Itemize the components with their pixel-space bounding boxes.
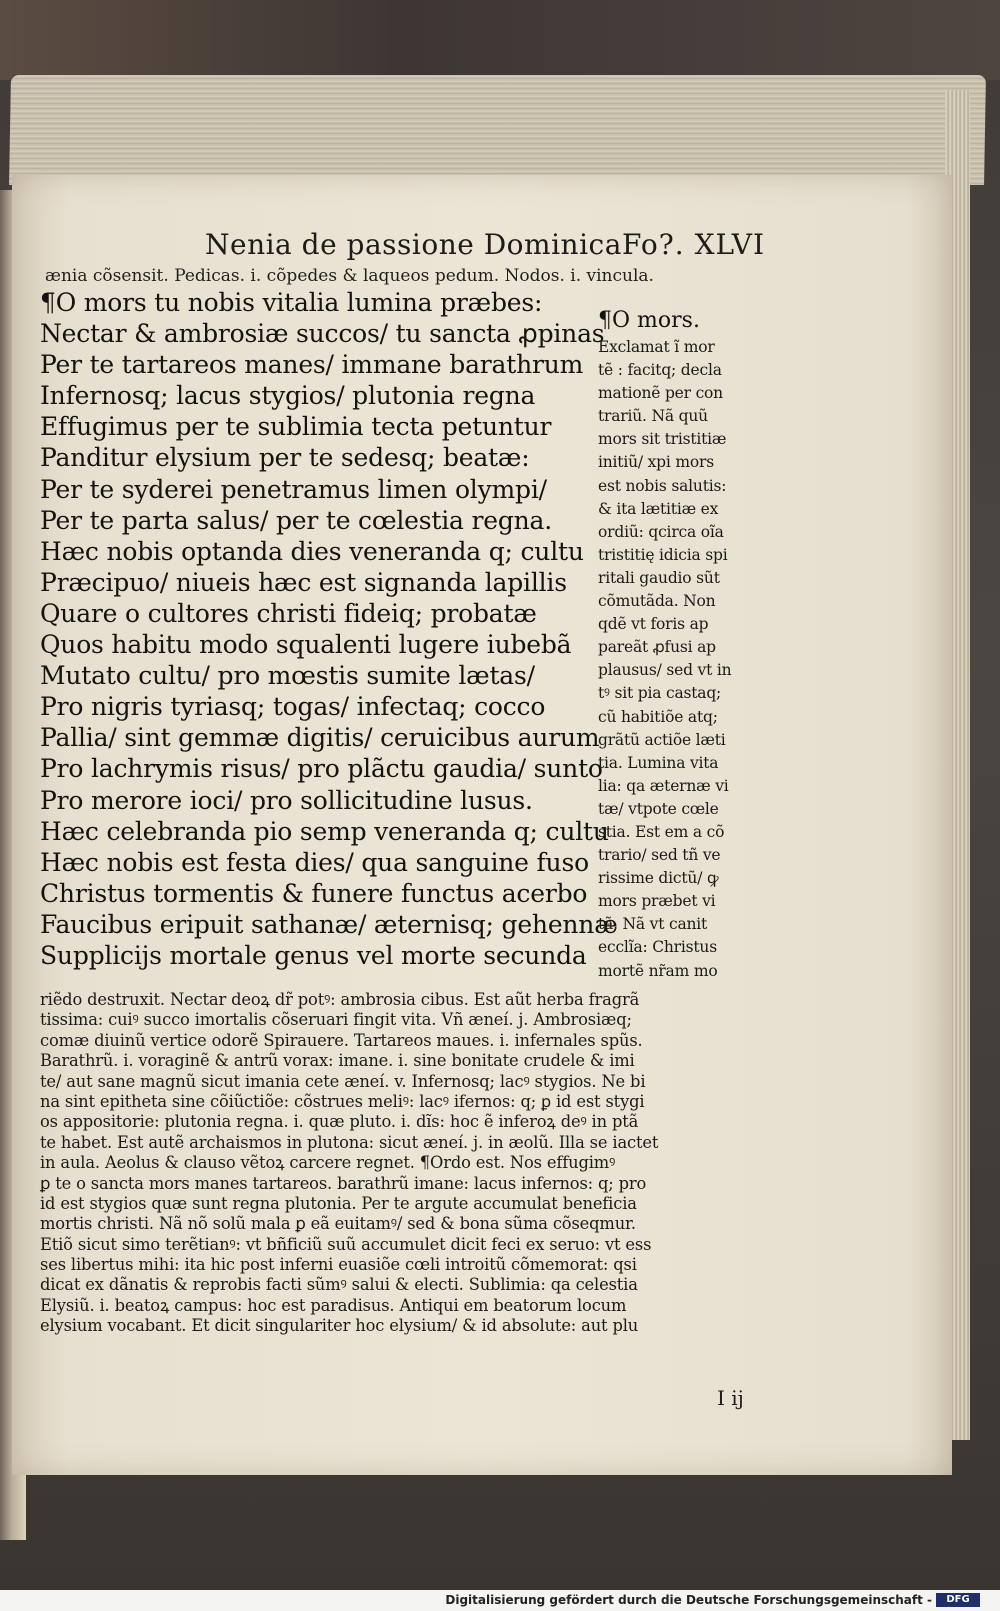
- commentary-line: comæ diuinũ vertice odorẽ Spirauere. Tartareos maues. i. infernales spũs.: [40, 1030, 643, 1050]
- commentary-line: dicat ex dãnatis & reprobis facti sũmꝰ salui & electi. Sublimia: qa celestia: [40, 1275, 638, 1295]
- poem-line: Infernosq; lacus stygios/ plutonia regna: [40, 381, 536, 411]
- poem-line: Per te syderei penetramus limen olympi/: [40, 474, 547, 504]
- marginal-line: tæ/ vtpote cœle: [598, 799, 719, 818]
- marginal-line: rissime dictũ/ ꝙ: [598, 869, 719, 888]
- commentary-line: in aula. Aeolus & clauso vẽtoꝝ carcere regnet. ¶Ordo est. Nos effugimꝰ: [40, 1153, 616, 1173]
- marginal-line: cõmutãda. Non: [598, 592, 716, 611]
- poem-line: Pro lachrymis risus/ pro plãctu gaudia/ sunto: [40, 754, 603, 784]
- poem-line: Mutato cultu/ pro mœstis sumite lætas/: [40, 661, 535, 691]
- poem-line: Quare o cultores christi fideiq; probatæ: [40, 598, 537, 628]
- marginal-heading: ¶O mors.: [598, 308, 700, 333]
- commentary-line: Barathrũ. i. voraginẽ & antrũ vorax: imane. i. sine bonitate crudele & imi: [40, 1051, 635, 1071]
- marginal-line: stia. Est em a cõ: [598, 822, 725, 841]
- commentary-line: elysium vocabant. Et dicit singulariter hoc elysium/ & id absolute: aut plu: [40, 1316, 639, 1336]
- marginal-line: mors sit tristitiæ: [598, 430, 727, 449]
- commentary-line: id est stygios quæ sunt regna plutonia. Per te argute accumulat beneficia: [40, 1193, 637, 1213]
- commentary-line: te/ aut sane magnũ sicut imania cete æneí. v. Infernosq; lacꝰ stygios. Ne bi: [40, 1071, 646, 1091]
- poem-line: ¶O mors tu nobis vitalia lumina præbes:: [40, 288, 543, 317]
- poem-line: Pro merore ioci/ pro sollicitudine lusus.: [40, 785, 533, 815]
- commentary-line: os appositorie: plutonia regna. i. quæ pluto. i. dĩs: hoc ẽ inferoꝝ deꝰ in ptã: [40, 1112, 639, 1132]
- marginal-line: pareãt ꝓfusi ap: [598, 638, 716, 657]
- marginal-line: Exclamat ĩ mor: [598, 338, 715, 356]
- commentary-line: riẽdo destruxit. Nectar deoꝝ dr̃ potꝰ: ambrosia cibus. Est aũt herba fragrã: [40, 990, 640, 1009]
- marginal-line: qdẽ vt foris ap: [598, 615, 709, 634]
- marginal-line: plausus/ sed vt in: [598, 661, 732, 680]
- marginal-line: est nobis salutis:: [598, 476, 727, 495]
- marginal-line: ritali gaudio sũt: [598, 568, 720, 587]
- marginal-line: tia. Lumina vita: [598, 753, 719, 772]
- marginal-line: tristitię idicia spi: [598, 545, 728, 564]
- poem-line: Per te parta salus/ per te cœlestia regna.: [40, 505, 552, 535]
- running-header: [0, 228, 1000, 268]
- commentary-line: Elysiũ. i. beatoꝝ campus: hoc est paradisus. Antiqui em beatorum locum: [40, 1295, 627, 1315]
- poem-line: Effugimus per te sublimia tecta petuntur: [40, 412, 552, 442]
- marginal-line: mors præbet vi: [598, 892, 716, 911]
- marginal-line: initiũ/ xpi mors: [598, 453, 714, 472]
- marginal-line: trariũ. Nã quũ: [598, 407, 708, 426]
- marginal-line: trario/ sed tñ ve: [598, 846, 721, 865]
- poem-line: Panditur elysium per te sedesq; beatæ:: [40, 443, 530, 473]
- poem-line: Hæc nobis est festa dies/ qua sanguine fuso: [40, 847, 589, 877]
- poem-line: Præcipuo/ niueis hæc est signanda lapillis: [40, 567, 567, 597]
- poem-line: Hæc nobis optanda dies veneranda q; cultu: [40, 536, 584, 566]
- commentary-line: na sint epitheta sine cõiũctiõe: cõstrues meliꝰ: lacꝰ ifernos: q; ꝑ id est stygi: [40, 1091, 645, 1111]
- poem-line: Pallia/ sint gemmæ digitis/ ceruicibus aurum: [40, 723, 600, 753]
- footer-bar: [0, 1590, 1000, 1611]
- marginal-commentary: [598, 306, 778, 983]
- marginal-line: cũ habitiõe atq;: [598, 707, 718, 726]
- marginal-line: tꝰ sit pia castaq;: [598, 684, 722, 703]
- dfg-logo: DFG: [936, 1593, 980, 1607]
- marginal-line: lia: qa æternæ vi: [598, 776, 729, 795]
- poem-line: Supplicijs mortale genus vel morte secunda: [40, 940, 587, 970]
- poem-line: Hæc celebranda pio semp veneranda q; cultu: [40, 816, 609, 846]
- commentary-line: mortis christi. Nã nõ solũ mala ꝑ eã euitamꝰ/ sed & bona sũma cõseqmur.: [40, 1214, 636, 1234]
- commentary-block: [40, 990, 765, 1337]
- marginal-line: tẽ : facitq; decla: [598, 361, 722, 380]
- poem-line: Nectar & ambrosiæ succos/ tu sancta ꝓpinas: [40, 319, 605, 349]
- gloss-top-line: ænia cõsensit. Pedicas. i. cõpedes & laqueos pedum. Nodos. i. vincula.: [45, 266, 654, 286]
- poem-line: Christus tormentis & funere functus acerbo: [40, 878, 588, 908]
- marginal-line: grãtũ actiõe læti: [598, 730, 726, 749]
- poem-line: Quos habitu modo squalenti lugere iubebã: [40, 630, 572, 660]
- commentary-line: te habet. Est autẽ archaismos in plutona: sicut æneí. j. in æolũ. Illa se iactet: [40, 1132, 659, 1152]
- marginal-line: mortẽ nr̃am mo: [598, 961, 718, 980]
- commentary-line: ses libertus mihi: ita hic post inferni euasiõe cœli introitũ cõmemorat: qsi: [40, 1255, 637, 1275]
- cover-top-board: [0, 0, 1000, 80]
- marginal-lines: [598, 336, 778, 983]
- commentary-line: tissima: cuiꝰ succo imortalis cõseruari fingit vita. Vñ æneí. j. Ambrosiæq;: [40, 1010, 632, 1030]
- poem-line: Pro nigris tyriasq; togas/ infectaq; cocco: [40, 692, 546, 722]
- marginal-line: tã. Nã vt canit: [598, 915, 708, 934]
- marginal-line: ordiũ: qcirca oĩa: [598, 522, 724, 541]
- commentary-line: ꝑ te o sancta mors manes tartareos. barathrũ imane: lacus infernos: q; pro: [40, 1173, 647, 1193]
- poem-text-block: [40, 287, 618, 971]
- poem-line: Faucibus eripuit sathanæ/ æternisq; gehennæ: [40, 909, 618, 939]
- marginal-line: mationẽ per con: [598, 384, 723, 403]
- page-edges-top: [9, 75, 986, 185]
- poem-line: Per te tartareos manes/ immane barathrum: [40, 350, 584, 380]
- footer-credit: Digitalisierung gefördert durch die Deutsche Forschungsgemeinschaft -: [445, 1593, 932, 1607]
- folio-number: Fo?. XLVI: [622, 228, 766, 261]
- marginal-line: & ita lætitiæ ex: [598, 499, 719, 518]
- signature-mark: I ij: [717, 1386, 744, 1410]
- running-title: Nenia de passione Dominica: [205, 228, 622, 261]
- commentary-line: Etiõ sicut simo terẽtianꝰ: vt bñficiũ suũ accumulet dicit feci ex seruo: vt ess: [40, 1234, 652, 1254]
- marginal-line: ecclĩa: Christus: [598, 938, 717, 957]
